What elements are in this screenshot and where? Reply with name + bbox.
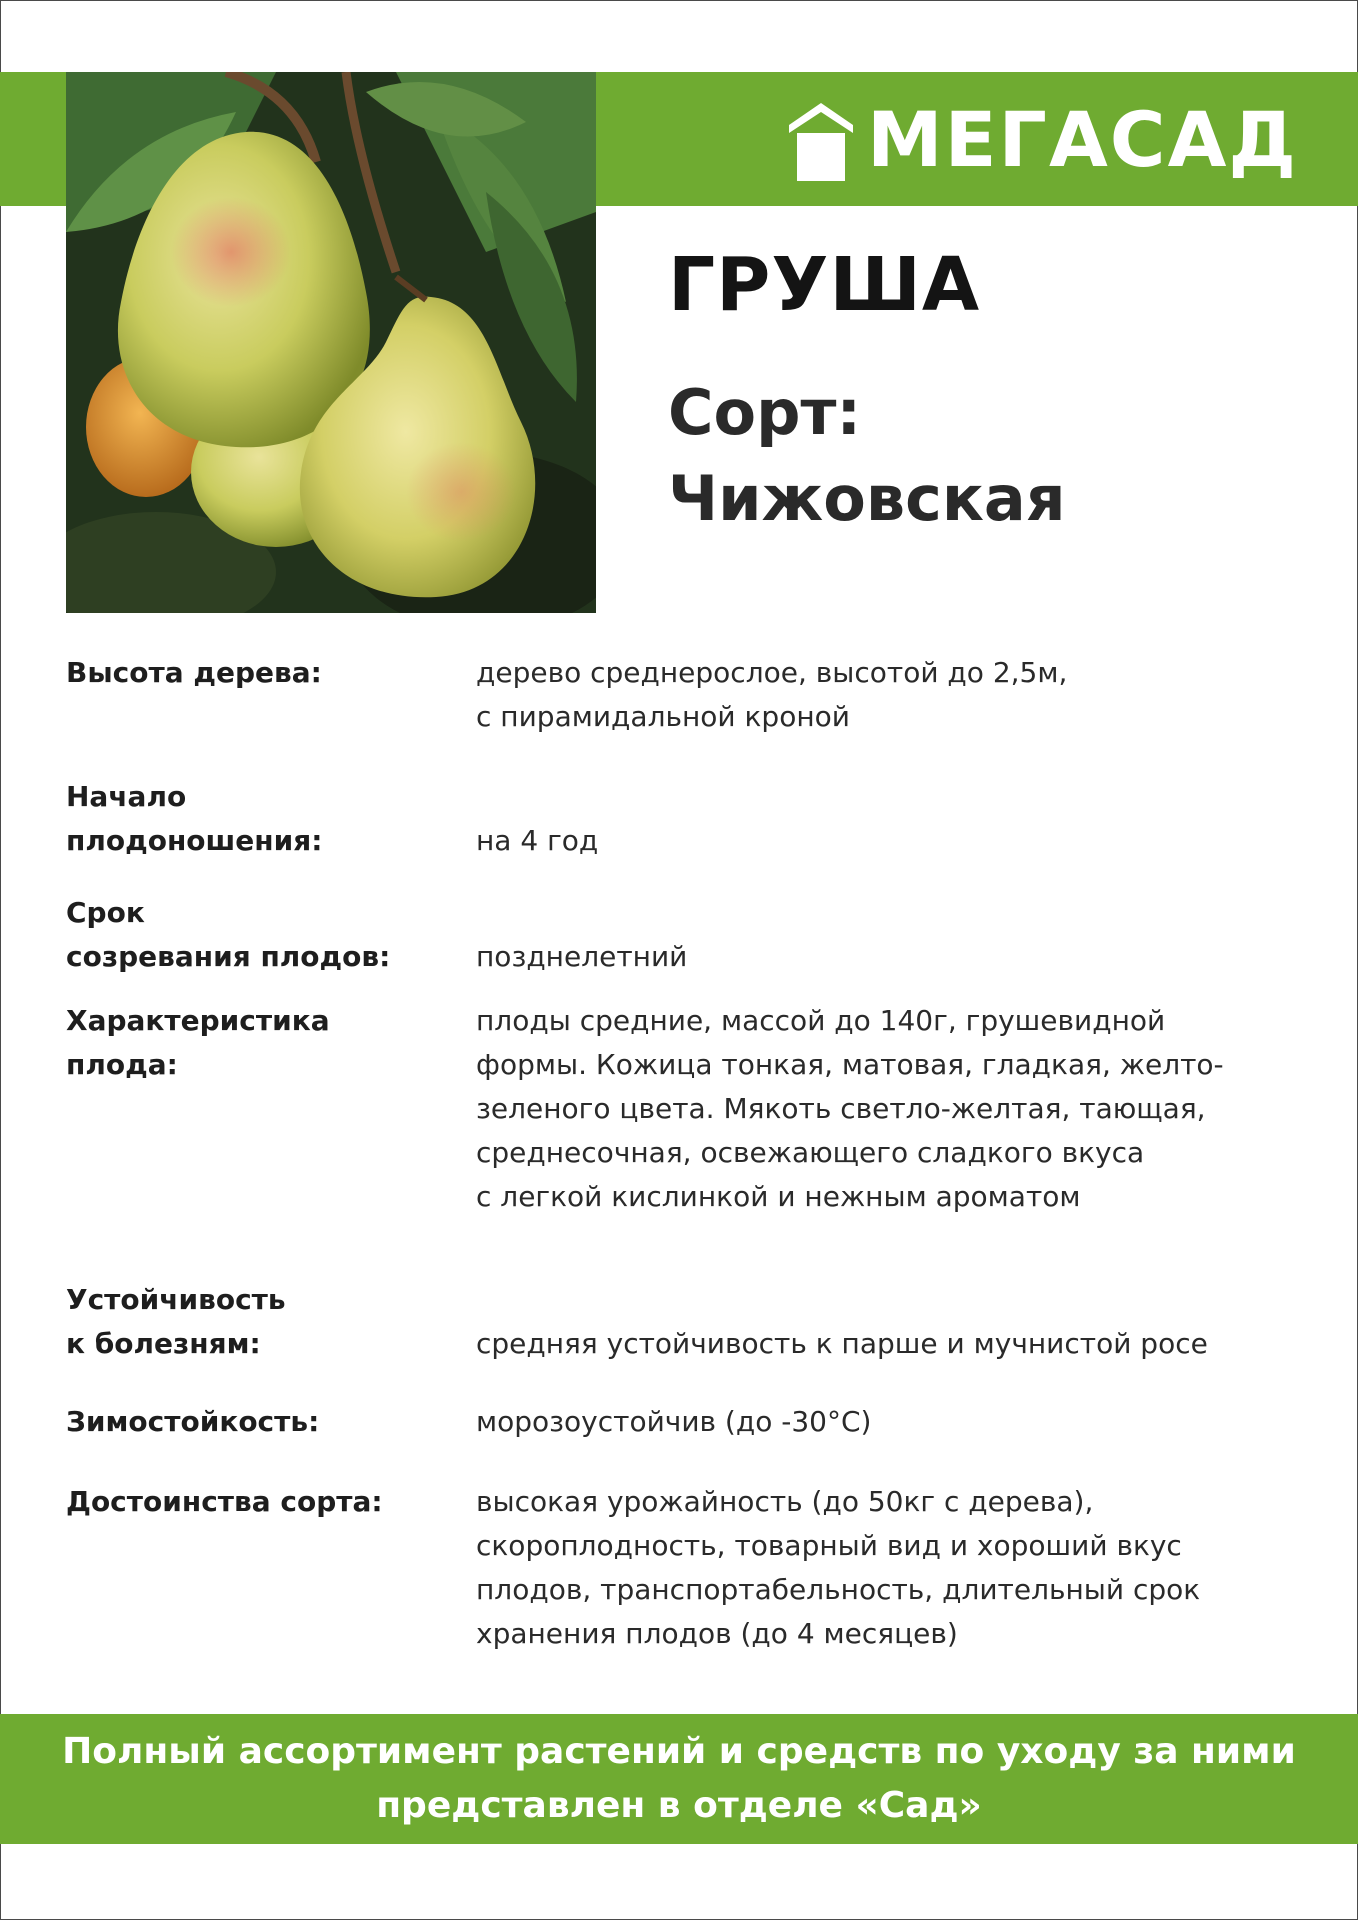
spec-label-line: Зимостойкость: [66, 1405, 320, 1438]
spec-value-line: позднелетний [476, 940, 688, 973]
spec-value [476, 1322, 1358, 1366]
spec-value [476, 1480, 1358, 1656]
variety-label: Сорт: [668, 376, 862, 449]
spec-label-line: Характеристика [66, 1004, 330, 1037]
spec-label-line: плода: [66, 1048, 178, 1081]
spec-label-line: Срок [66, 896, 145, 929]
spec-value-line: морозоустойчив (до -30°С) [476, 1405, 872, 1438]
spec-label [66, 999, 466, 1087]
variety-block [668, 370, 1066, 542]
spec-value-line: скороплодность, товарный вид и хороший вкус [476, 1529, 1182, 1562]
spec-value-line: зеленого цвета. Мякоть светло-желтая, тающая, [476, 1092, 1206, 1125]
spec-label-line: плодоношения: [66, 824, 323, 857]
spec-label [66, 651, 466, 695]
spec-label-line: созревания плодов: [66, 940, 391, 973]
variety-name: Чижовская [668, 462, 1066, 535]
spec-value [476, 999, 1358, 1219]
spec-value [476, 819, 1358, 863]
brand-name: МЕГАСАД [867, 95, 1299, 184]
spec-label [66, 891, 466, 979]
spec-label [66, 775, 466, 863]
spec-value [476, 935, 1358, 979]
footer-banner [0, 1714, 1358, 1844]
spec-label-line: Достоинства сорта: [66, 1485, 383, 1518]
spec-value-line: плодов, транспортабельность, длительный срок [476, 1573, 1201, 1606]
spec-value [476, 651, 1358, 739]
spec-value-line: на 4 год [476, 824, 599, 857]
spec-label-line: к болезням: [66, 1327, 261, 1360]
page-title: ГРУША [668, 242, 981, 328]
footer-line: Полный ассортимент растений и средств по уходу за ними [62, 1731, 1296, 1772]
megasad-logo [783, 97, 1298, 183]
footer-line: представлен в отделе «Сад» [376, 1785, 982, 1826]
spec-value-line: с пирамидальной кроной [476, 700, 850, 733]
spec-label [66, 1400, 466, 1444]
pear-photo [66, 72, 596, 613]
spec-value [476, 1400, 1358, 1444]
spec-value-line: хранения плодов (до 4 месяцев) [476, 1617, 958, 1650]
spec-value-line: средняя устойчивость к парше и мучнистой росе [476, 1327, 1208, 1360]
spec-label [66, 1480, 466, 1524]
house-icon [783, 97, 859, 183]
spec-label-line: Устойчивость [66, 1283, 286, 1316]
spec-label-line: Начало [66, 780, 187, 813]
spec-label-line: Высота дерева: [66, 656, 322, 689]
spec-value-line: среднесочная, освежающего сладкого вкуса [476, 1136, 1145, 1169]
spec-value-line: формы. Кожица тонкая, матовая, гладкая, желто- [476, 1048, 1224, 1081]
spec-label [66, 1278, 466, 1366]
spec-value-line: с легкой кислинкой и нежным ароматом [476, 1180, 1081, 1213]
pear-illustration [66, 72, 596, 613]
spec-value-line: плоды средние, массой до 140г, грушевидной [476, 1004, 1166, 1037]
spec-value-line: высокая урожайность (до 50кг с дерева), [476, 1485, 1094, 1518]
spec-value-line: дерево среднерослое, высотой до 2,5м, [476, 656, 1068, 689]
